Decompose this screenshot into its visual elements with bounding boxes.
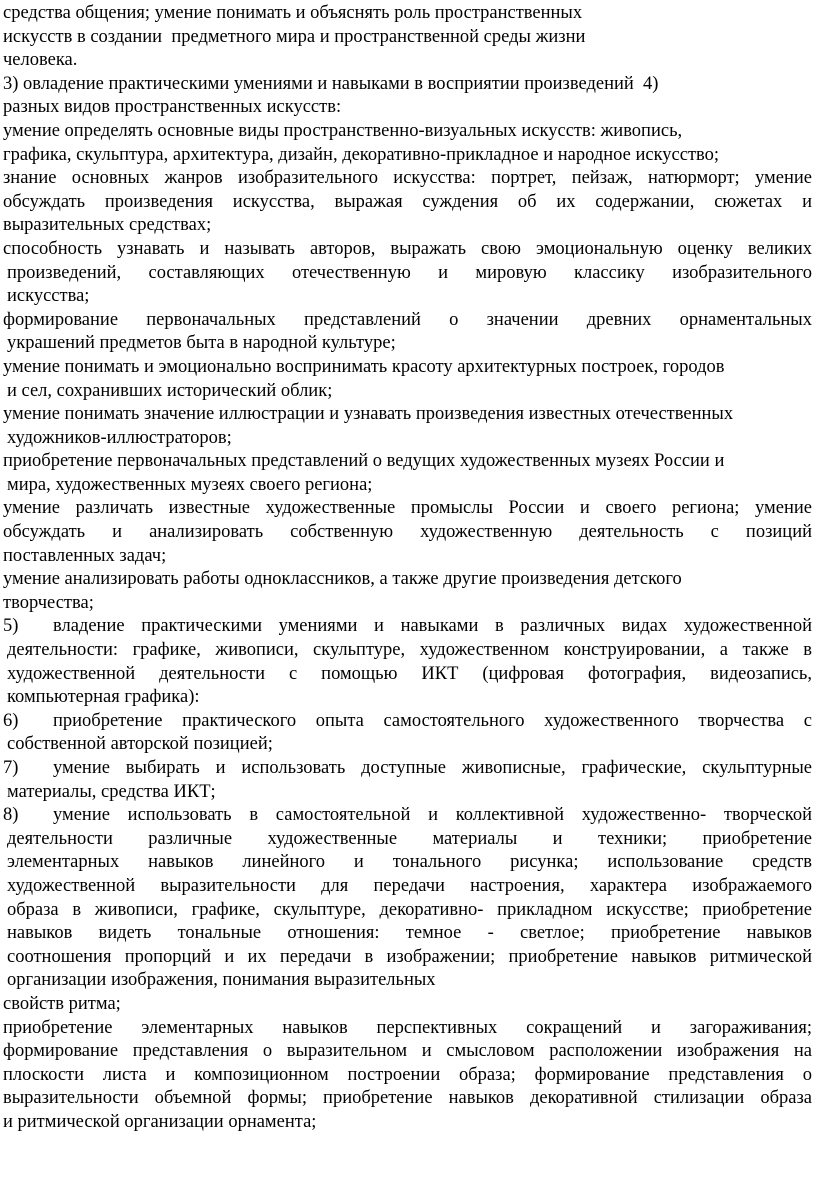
text-line: художественной выразительности для передачи настроения, характера изображаемого <box>7 875 812 896</box>
text-line: и сел, сохранивших исторический облик; <box>7 380 333 401</box>
text-line: организации изображения, понимания выразительных <box>7 970 436 991</box>
paragraph <box>3 568 812 615</box>
text-line: искусства; <box>7 286 90 307</box>
text-line: приобретение элементарных навыков перспективных сокращений и загораживания; <box>3 1017 812 1038</box>
text-line: поставленных задач; <box>3 545 167 566</box>
item-number: 8) <box>3 805 19 826</box>
text-line: способность узнавать и называть авторов, выражать свою эмоциональную оценку великих <box>3 238 812 259</box>
text-line: умение различать известные художественные промыслы России и своего региона; умение <box>3 498 812 519</box>
text-line <box>3 710 812 734</box>
text-line: творчества; <box>3 592 94 613</box>
text-line: произведений, составляющих отечественную и мировую классику изобразительного <box>7 262 812 283</box>
numbered-item <box>3 710 812 757</box>
item-text: приобретение практического опыта самостоятельного художественного творчества с <box>53 710 812 731</box>
text-line: мира, художественных музеях своего региона; <box>7 474 373 495</box>
paragraph <box>3 238 812 309</box>
numbered-item <box>3 757 812 804</box>
item-number: 5) <box>3 616 19 637</box>
text-line: формирование представления о выразительном и смысловом расположении изображения на <box>3 1041 812 1062</box>
text-line <box>3 804 812 828</box>
paragraph <box>3 450 812 497</box>
item-text: владение практическими умениями и навыками в различных видах художественной <box>53 616 812 637</box>
text-line: собственной авторской позицией; <box>7 734 273 755</box>
text-line: плоскости листа и композиционном построении образа; формирование представления о <box>3 1064 812 1085</box>
text-line: знание основных жанров изобразительного искусства: портрет, пейзаж, натюрморт; умение <box>3 168 812 189</box>
text-line: разных видов пространственных искусств: <box>3 97 342 118</box>
paragraph <box>3 993 812 1017</box>
text-line: свойств ритма; <box>3 993 121 1014</box>
item-text: умение выбирать и использовать доступные живописные, графические, скульптурные <box>53 758 812 778</box>
text-line: умение определять основные виды пространственно-визуальных искусств: живопись, <box>3 120 683 141</box>
paragraph <box>3 120 812 167</box>
item-number: 6) <box>3 710 19 731</box>
text-line: формирование первоначальных представлений о значении древних орнаментальных <box>3 309 812 330</box>
paragraph <box>3 2 812 73</box>
text-line: обсуждать произведения искусства, выражая суждения об их содержании, сюжетах и <box>3 191 812 212</box>
text-line <box>3 757 812 781</box>
text-line: украшений предметов быта в народной культуре; <box>7 333 396 354</box>
paragraph <box>3 1017 812 1135</box>
text-line: художественной деятельности с помощью ИКТ (цифровая фотография, видеозапись, <box>7 663 812 684</box>
text-line: выразительности объемной формы; приобретение навыков декоративной стилизации образа <box>3 1088 812 1109</box>
text-line: искусств в создании предметного мира и пространственной среды жизни <box>3 26 586 47</box>
paragraph <box>3 167 812 238</box>
item-text: умение использовать в самостоятельной и коллективной художественно- творческой <box>53 805 812 826</box>
paragraph <box>3 497 812 568</box>
text-line: элементарных навыков линейного и тонального рисунка; использование средств <box>7 852 812 873</box>
numbered-item <box>3 615 812 709</box>
text-line: деятельности: графике, живописи, скульптуре, художественном конструировании, а также в <box>7 640 812 661</box>
text-line: 3) овладение практическими умениями и навыками в восприятии произведений 4) <box>3 73 659 94</box>
text-line: деятельности различные художественные материалы и техники; приобретение <box>7 828 812 849</box>
paragraph <box>3 403 812 450</box>
item-number: 7) <box>3 758 19 778</box>
text-line: и ритмической организации орнамента; <box>3 1111 317 1132</box>
text-line: умение понимать и эмоционально воспринимать красоту архитектурных построек, городов <box>3 356 725 377</box>
text-line: человека. <box>3 50 78 71</box>
text-line: графика, скульптура, архитектура, дизайн, декоративно-прикладное и народное искусство; <box>3 144 720 165</box>
text-line: умение понимать значение иллюстрации и узнавать произведения известных отечественных <box>3 404 734 425</box>
text-line: соотношения пропорций и их передачи в изображении; приобретение навыков ритмической <box>7 946 812 967</box>
paragraph <box>3 73 812 120</box>
paragraph <box>3 356 812 403</box>
paragraph <box>3 309 812 356</box>
text-line: обсуждать и анализировать собственную художественную деятельность с позиций <box>3 522 812 543</box>
text-line: умение анализировать работы одноклассников, а также другие произведения детского <box>3 569 682 590</box>
text-line: приобретение первоначальных представлений о ведущих художественных музеях России и <box>3 451 725 472</box>
text-line: навыков видеть тональные отношения: темное - светлое; приобретение навыков <box>7 923 812 944</box>
text-line <box>3 615 812 639</box>
text-line: художников-иллюстраторов; <box>7 427 232 448</box>
text-line: выразительных средствах; <box>3 215 212 236</box>
text-line: средства общения; умение понимать и объяснять роль пространственных <box>3 3 583 23</box>
text-line: материалы, средства ИКТ; <box>7 781 216 802</box>
numbered-item <box>3 804 812 993</box>
text-line: компьютерная графика): <box>7 687 200 708</box>
text-line: образа в живописи, графике, скульптуре, декоративно- прикладном искусстве; приобретение <box>7 899 812 920</box>
